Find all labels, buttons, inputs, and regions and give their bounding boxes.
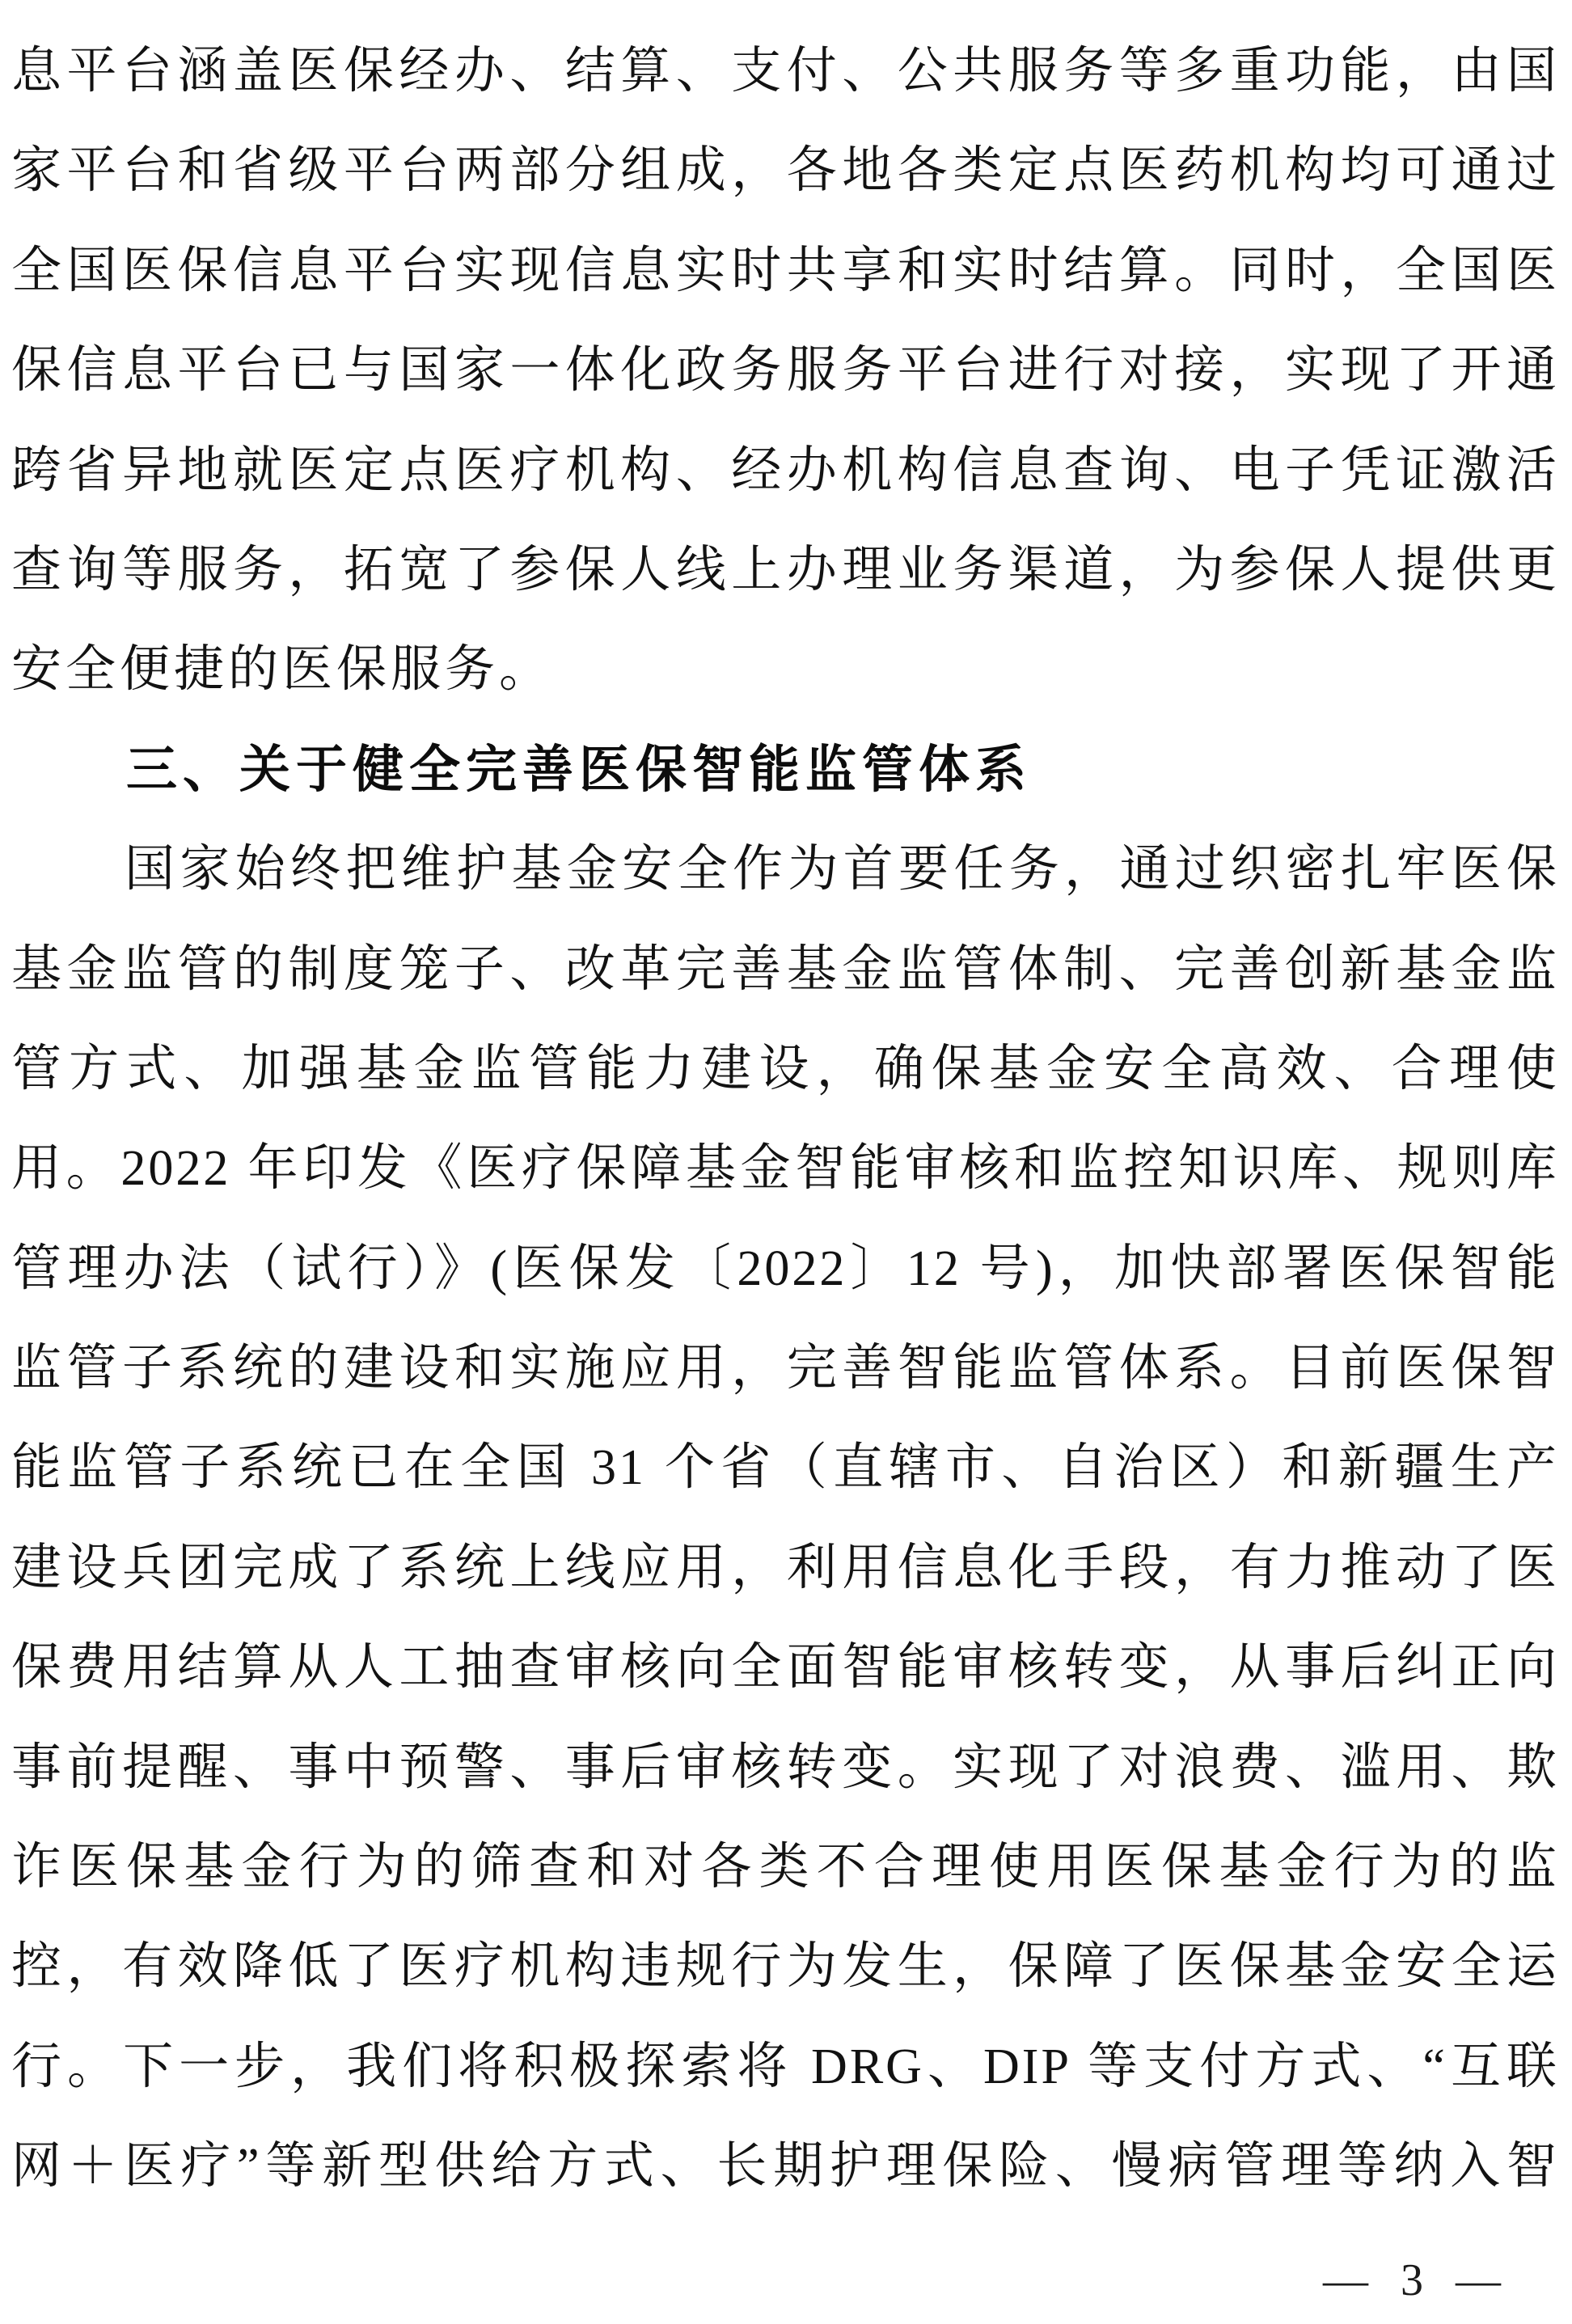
section-3-paragraph-line: 诈医保基金行为的筛查和对各类不合理使用医保基金行为的监 [11,1840,1559,1895]
paragraph-continuation-line: 跨省异地就医定点医疗机构、经办机构信息查询、电子凭证激活 [11,442,1559,498]
paragraph-continuation-last-line: 安全便捷的医保服务。 [11,642,554,698]
paragraph-continuation-line: 家平台和省级平台两部分组成，各地各类定点医药机构均可通过 [11,143,1559,199]
section-3-paragraph-line: 国家始终把维护基金安全作为首要任务，通过织密扎牢医保 [125,842,1559,898]
section-3-heading: 三、关于健全完善医保智能监管体系 [126,741,1032,798]
section-3-paragraph-line: 用。2022 年印发《医疗保障基金智能审核和监控知识库、规则库 [11,1141,1559,1197]
paragraph-continuation-line: 查询等服务，拓宽了参保人线上办理业务渠道，为参保人提供更 [11,542,1559,598]
page-number: — 3 — [1323,2255,1504,2305]
section-3-paragraph-line: 建设兵团完成了系统上线应用，利用信息化手段，有力推动了医 [11,1540,1559,1595]
section-3-paragraph-line: 事前提醒、事中预警、事后审核转变。实现了对浪费、滥用、欺 [11,1739,1559,1795]
section-3-paragraph-line: 保费用结算从人工抽查审核向全面智能审核转变，从事后纠正向 [11,1640,1559,1696]
paragraph-continuation-line: 全国医保信息平台实现信息实时共享和实时结算。同时，全国医 [11,243,1559,298]
paragraph-continuation-line: 息平台涵盖医保经办、结算、支付、公共服务等多重功能，由国 [11,44,1559,99]
section-3-paragraph-line: 能监管子系统已在全国 31 个省（直辖市、自治区）和新疆生产 [11,1440,1559,1496]
paragraph-continuation-line: 保信息平台已与国家一体化政务服务平台进行对接，实现了开通 [11,343,1559,399]
section-3-paragraph-line: 管方式、加强基金监管能力建设，确保基金安全高效、合理使 [11,1041,1559,1097]
section-3-paragraph-line: 基金监管的制度笼子、改革完善基金监管体制、完善创新基金监 [11,941,1559,997]
section-3-paragraph-line: 行。下一步，我们将积极探索将 DRG、DIP 等支付方式、“互联 [11,2039,1559,2094]
section-3-paragraph-line: 管理办法（试行）》(医保发〔2022〕12 号)，加快部署医保智能 [11,1240,1559,1296]
section-3-paragraph-line: 监管子系统的建设和实施应用，完善智能监管体系。目前医保智 [11,1341,1559,1397]
section-3-paragraph-line: 控，有效降低了医疗机构违规行为发生，保障了医保基金安全运 [11,1939,1559,1995]
section-3-paragraph-line: 网＋医疗”等新型供给方式、长期护理保险、慢病管理等纳入智 [11,2139,1559,2195]
document-text-block [11,0,1559,2217]
